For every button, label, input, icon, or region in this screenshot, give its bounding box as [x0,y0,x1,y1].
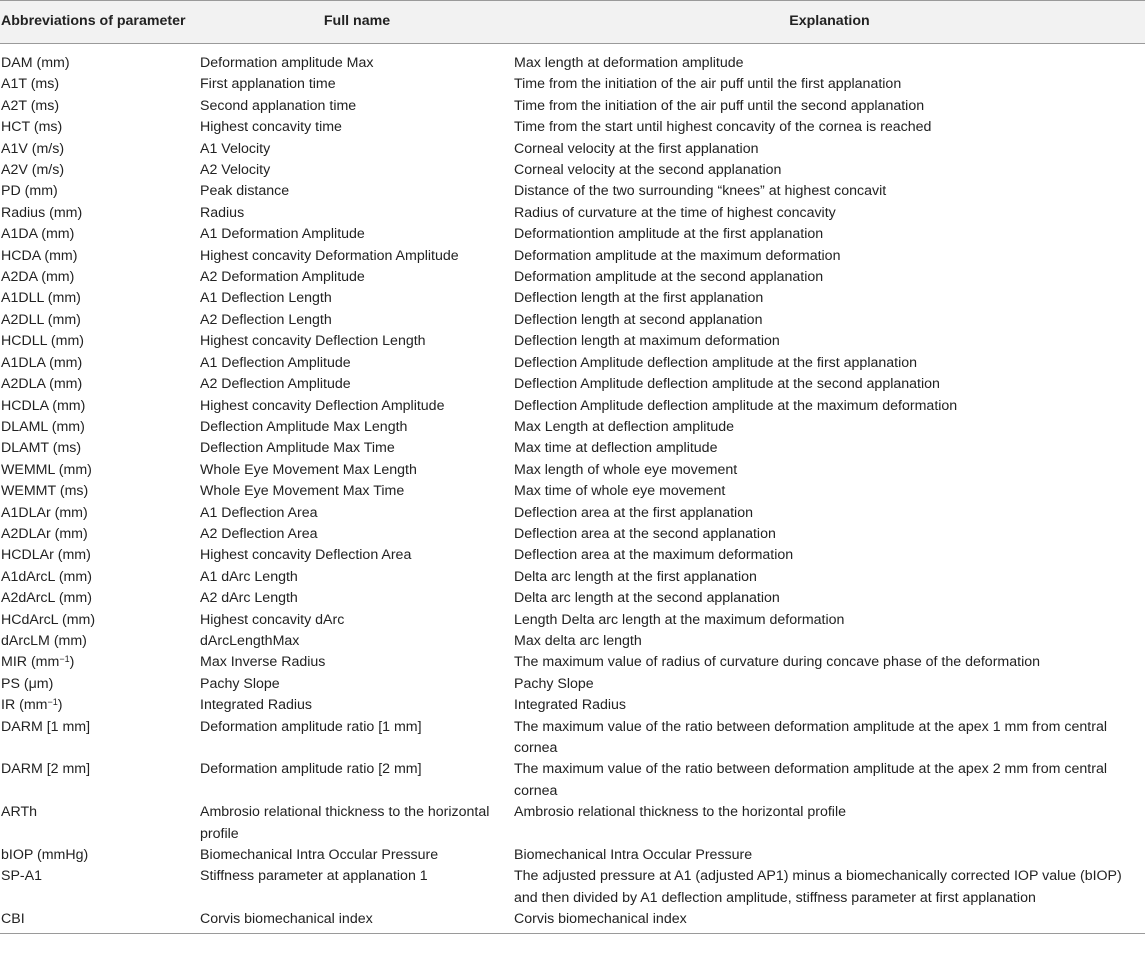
table-row [0,866,1145,909]
abbreviation-text: A2DLAr (mm) [1,525,88,542]
cell-full-name: A2 Deformation Amplitude [200,269,365,286]
table-row [0,331,1145,352]
abbreviation-text: A2DA (mm) [1,269,75,286]
table-row [0,545,1145,566]
cell-abbreviation [0,717,200,760]
cell-abbreviation [0,74,200,95]
table-row [0,396,1145,417]
cell-abbreviation [0,567,200,588]
cell-abbreviation [0,460,200,481]
cell-abbreviation [0,44,200,75]
cell-full-name: Highest concavity time [200,119,342,136]
cell-full-name: Highest concavity dArc [200,611,345,628]
table-row [0,246,1145,267]
cell-full-name: Deflection Amplitude Max Length [200,418,408,435]
abbreviation-text: A2DLA (mm) [1,376,83,393]
cell-explanation: Deflection area at the second applanation [514,525,776,542]
table-row [0,674,1145,695]
cell-abbreviation [0,524,200,545]
header-explanation: Explanation [789,13,870,29]
abbreviation-text: A1DLAr (mm) [1,504,88,521]
abbreviation-text: HCDLL (mm) [1,333,85,350]
cell-explanation: Max Length at deflection amplitude [514,418,735,435]
table-row [0,117,1145,138]
cell-explanation: Max time of whole eye movement [514,483,726,500]
cell-explanation: The maximum value of the ratio between deformation amplitude at the apex 1 mm from central cornea [514,718,1108,756]
cell-explanation: Corneal velocity at the second applanation [514,162,782,179]
cell-abbreviation [0,246,200,267]
cell-explanation: Time from the start until highest concavity of the cornea is reached [514,119,932,136]
cell-explanation: Deflection area at the first applanation [514,504,753,521]
abbreviation-text: HCDLAr (mm) [1,547,91,564]
cell-full-name: A1 Deflection Length [200,290,332,307]
table-row [0,524,1145,545]
cell-abbreviation [0,845,200,866]
table-row [0,845,1145,866]
cell-abbreviation [0,374,200,395]
cell-explanation: Length Delta arc length at the maximum deformation [514,611,845,628]
table-row [0,631,1145,652]
cell-full-name: Whole Eye Movement Max Time [200,483,405,500]
cell-full-name: A2 dArc Length [200,590,298,607]
cell-abbreviation [0,759,200,802]
cell-full-name: Corvis biomechanical index [200,911,373,928]
abbreviation-text: A1T (ms) [1,76,60,93]
cell-full-name: Deflection Amplitude Max Time [200,440,395,457]
table-row [0,267,1145,288]
cell-abbreviation [0,695,200,716]
abbreviation-text: HCdArcL (mm) [1,611,96,628]
cell-full-name: A2 Deflection Length [200,311,332,328]
abbreviation-text: DARM [1 mm] [1,718,91,735]
table-row [0,588,1145,609]
cell-abbreviation [0,545,200,566]
cell-explanation: Pachy Slope [514,675,594,692]
abbreviation-text: SP-A1 [1,868,43,885]
cell-explanation: Distance of the two surrounding “knees” at highest concavit [514,183,887,200]
cell-full-name: Highest concavity Deflection Area [200,547,412,564]
cell-full-name: First applanation time [200,76,336,93]
cell-explanation: Corneal velocity at the first applanation [514,140,759,157]
table-row [0,802,1145,845]
table-row [0,438,1145,459]
cell-abbreviation [0,353,200,374]
cell-full-name: Deformation amplitude Max [200,55,374,71]
cell-abbreviation [0,396,200,417]
cell-full-name: Integrated Radius [200,697,312,714]
cell-explanation: Corvis biomechanical index [514,911,687,928]
cell-full-name: Second applanation time [200,97,357,114]
table-row [0,417,1145,438]
cell-full-name: A1 Deflection Area [200,504,318,521]
cell-abbreviation [0,438,200,459]
cell-explanation: Deflection length at second applanation [514,311,763,328]
abbreviation-text: MIR (mm [1,654,60,671]
abbreviation-text: WEMMT (ms) [1,483,89,500]
table-row [0,74,1145,95]
abbreviation-text: HCT (ms) [1,119,63,136]
table-row [0,610,1145,631]
cell-abbreviation [0,181,200,202]
cell-explanation: Deflection Amplitude deflection amplitude at the second applanation [514,376,940,393]
cell-abbreviation [0,631,200,652]
table-row [0,481,1145,502]
cell-abbreviation [0,96,200,117]
cell-abbreviation [0,610,200,631]
cell-explanation: Integrated Radius [514,697,626,714]
cell-explanation: Deflection area at the maximum deformation [514,547,794,564]
table-row [0,759,1145,802]
abbreviation-text: A2T (ms) [1,97,60,114]
cell-full-name: A1 dArc Length [200,568,298,585]
abbreviation-text: ARTh [1,804,38,821]
cell-full-name: Whole Eye Movement Max Length [200,461,417,478]
abbreviation-text: DLAML (mm) [1,418,85,435]
table-row [0,139,1145,160]
cell-full-name: Max Inverse Radius [200,654,326,671]
cell-explanation: The adjusted pressure at A1 (adjusted AP1) minus a biomechanically corrected IOP value (bIOP) and then divided by A1 deflection amplitude, stiffness parameter at first applanation [514,868,1122,906]
cell-full-name: Highest concavity Deformation Amplitude [200,247,459,264]
table-row [0,503,1145,524]
table-row [0,695,1145,716]
cell-full-name: Ambrosio relational thickness to the horizontal profile [200,804,490,842]
cell-abbreviation [0,417,200,438]
cell-explanation: Time from the initiation of the air puff until the second applanation [514,97,925,114]
cell-abbreviation [0,288,200,309]
abbreviation-text: A1DLA (mm) [1,354,83,371]
cell-abbreviation [0,310,200,331]
abbreviation-text: A2dArcL (mm) [1,590,92,607]
cell-full-name: Radius [200,204,245,221]
cell-explanation: Max delta arc length [514,632,642,649]
cell-full-name: A2 Velocity [200,162,271,179]
abbreviation-text: WEMML (mm) [1,461,92,478]
abbreviation-text: HCDA (mm) [1,247,78,264]
cell-full-name: Deformation amplitude ratio [2 mm] [200,761,422,778]
table-row [0,44,1145,75]
cell-explanation: Ambrosio relational thickness to the horizontal profile [514,804,846,821]
abbreviation-text: DAM (mm) [1,55,70,71]
cell-explanation: Time from the initiation of the air puff until the first applanation [514,76,902,93]
cell-explanation: Max length of whole eye movement [514,461,738,478]
cell-abbreviation [0,674,200,695]
abbreviation-superscript: −1 [47,697,58,708]
header-full-name: Full name [323,13,391,29]
table-row [0,460,1145,481]
table-row [0,224,1145,245]
header-row [0,1,1145,44]
abbreviation-text: DARM [2 mm] [1,761,91,778]
cell-abbreviation [0,909,200,933]
abbreviation-text: A1DA (mm) [1,226,75,243]
cell-full-name: Stiffness parameter at applanation 1 [200,868,428,885]
table-row [0,96,1145,117]
abbreviation-text: A1DLL (mm) [1,290,81,307]
table-row [0,181,1145,202]
cell-explanation: Deformation amplitude at the maximum deformation [514,247,841,264]
cell-full-name: Peak distance [200,183,290,200]
cell-explanation: Delta arc length at the first applanation [514,568,757,585]
abbreviation-text: A2V (m/s) [1,162,65,179]
abbreviation-suffix: ) [69,654,75,671]
cell-full-name: A1 Deflection Amplitude [200,354,351,371]
cell-abbreviation [0,267,200,288]
abbreviation-text: Radius (mm) [1,204,83,221]
abbreviation-text: CBI [1,911,25,928]
cell-abbreviation [0,139,200,160]
cell-full-name: A1 Deformation Amplitude [200,226,365,243]
cell-abbreviation [0,224,200,245]
table-row [0,567,1145,588]
abbreviation-text: PS (μm) [1,675,54,692]
cell-full-name: A2 Deflection Amplitude [200,376,351,393]
table-row [0,310,1145,331]
cell-abbreviation [0,203,200,224]
cell-abbreviation [0,588,200,609]
cell-abbreviation [0,652,200,673]
cell-explanation: Deflection length at the first applanation [514,290,764,307]
table-row [0,160,1145,181]
cell-abbreviation [0,117,200,138]
cell-full-name: Pachy Slope [200,675,280,692]
cell-explanation: Deformationtion amplitude at the first applanation [514,226,824,243]
cell-full-name: dArcLengthMax [200,632,300,649]
abbreviation-superscript: −1 [59,654,70,665]
table-row [0,717,1145,760]
cell-full-name: Highest concavity Deflection Length [200,333,426,350]
abbreviation-text: A1V (m/s) [1,140,65,157]
cell-abbreviation [0,866,200,909]
table-row [0,288,1145,309]
abbreviation-text: bIOP (mmHg) [1,847,89,864]
table-row [0,374,1145,395]
cell-full-name: Highest concavity Deflection Amplitude [200,397,445,414]
cell-abbreviation [0,331,200,352]
cell-explanation: The maximum value of radius of curvature during concave phase of the deformation [514,654,1041,671]
cell-abbreviation [0,802,200,845]
abbreviation-text: dArcLM (mm) [1,632,87,649]
abbreviation-text: PD (mm) [1,183,58,200]
table-header [0,1,1145,44]
header-abbreviations: Abbreviations of parameter [1,13,186,29]
cell-full-name: A2 Deflection Area [200,525,318,542]
cell-explanation: Deformation amplitude at the second applanation [514,269,824,286]
cell-full-name: A1 Velocity [200,140,271,157]
cell-full-name: Deformation amplitude ratio [1 mm] [200,718,422,735]
cell-explanation: Max length at deformation amplitude [514,55,744,71]
cell-abbreviation [0,503,200,524]
abbreviation-suffix: ) [57,697,63,714]
cell-explanation: Deflection length at maximum deformation [514,333,780,350]
cell-explanation: Deflection Amplitude deflection amplitude at the maximum deformation [514,397,958,414]
table-row [0,353,1145,374]
table-row [0,652,1145,673]
cell-explanation: Max time at deflection amplitude [514,440,718,457]
table-row [0,203,1145,224]
cell-full-name: Biomechanical Intra Occular Pressure [200,847,439,864]
cell-abbreviation [0,481,200,502]
abbreviation-text: IR (mm [1,697,48,714]
cell-explanation: Radius of curvature at the time of highest concavity [514,204,836,221]
abbreviation-text: HCDLA (mm) [1,397,86,414]
cell-explanation: Biomechanical Intra Occular Pressure [514,847,753,864]
table-row [0,909,1145,933]
cell-explanation: Deflection Amplitude deflection amplitude at the first applanation [514,354,918,371]
table-body [0,44,1145,934]
cell-explanation: The maximum value of the ratio between deformation amplitude at the apex 2 mm from central cornea [514,761,1108,799]
abbreviation-text: A2DLL (mm) [1,311,81,328]
cell-abbreviation [0,160,200,181]
abbreviation-text: DLAMT (ms) [1,440,82,457]
abbreviation-text: A1dArcL (mm) [1,568,92,585]
cell-explanation: Delta arc length at the second applanation [514,590,780,607]
